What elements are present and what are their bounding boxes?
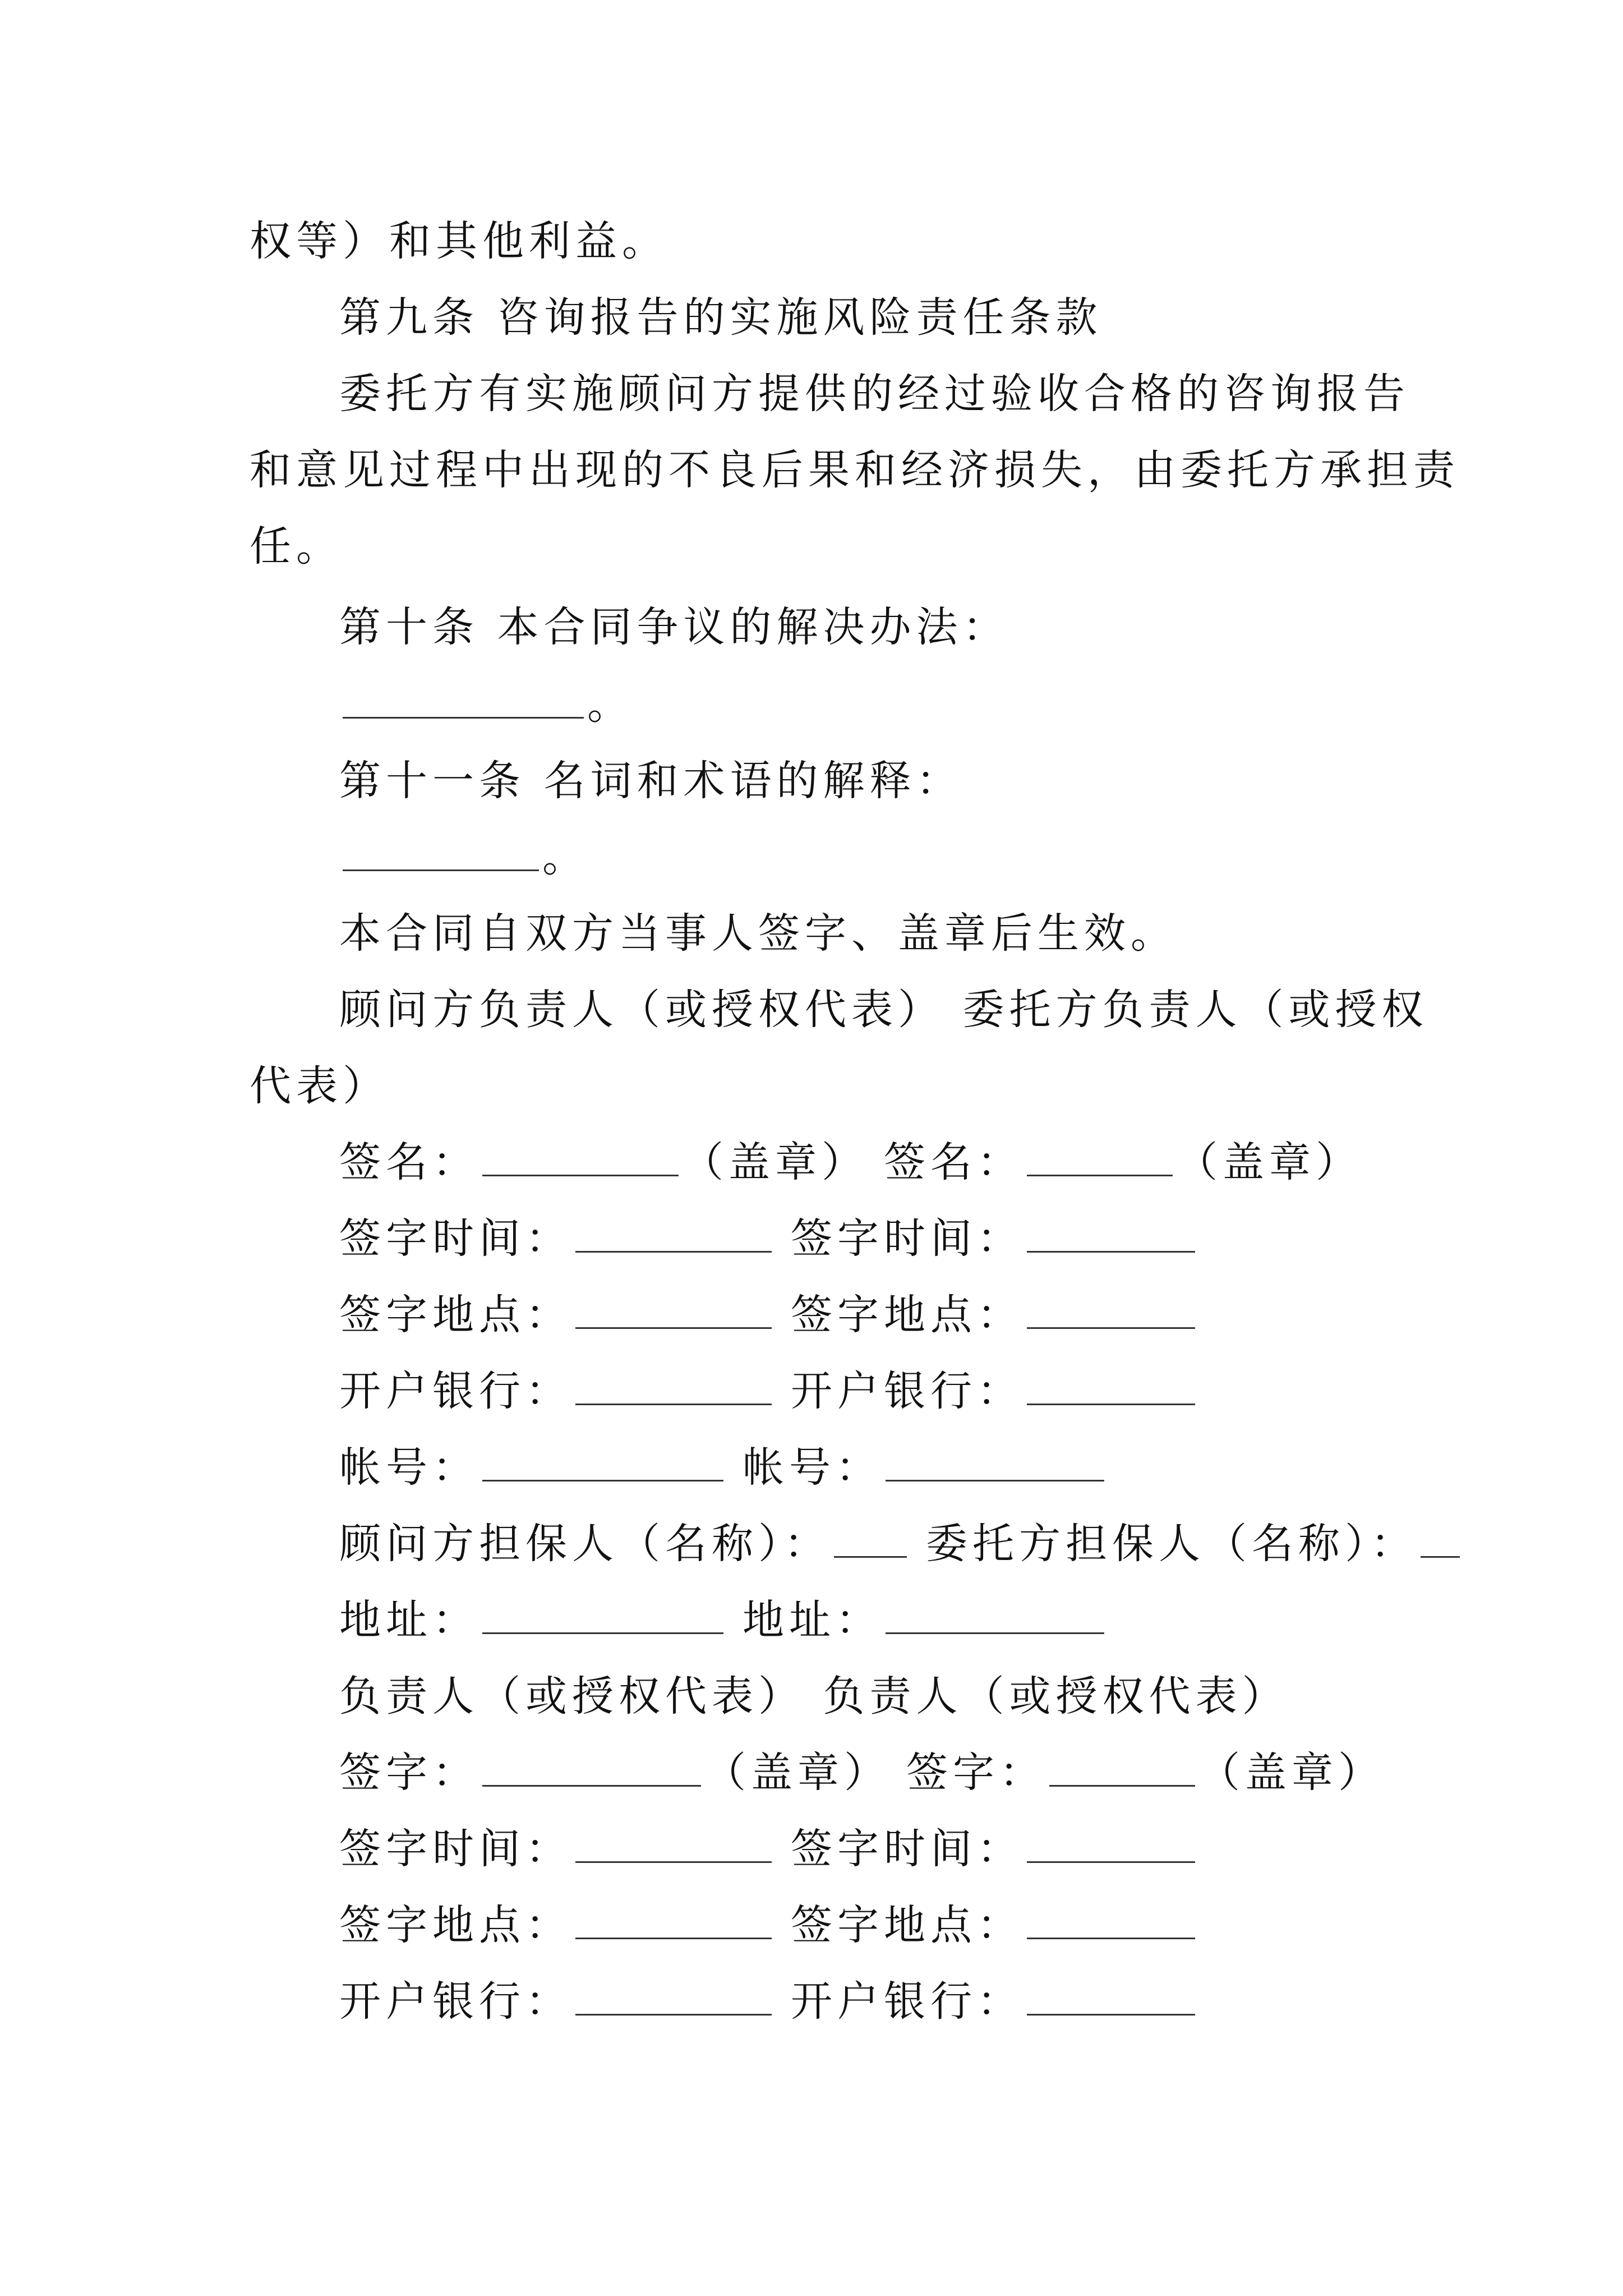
field-label: 开户银行： [791,1367,1023,1415]
sign-time-field[interactable] [575,1212,772,1253]
field-label: 开户银行： [791,1977,1023,2026]
field-label: 地址： [743,1596,882,1644]
sign-place-field[interactable] [575,1898,772,1939]
article-10-heading: 第十条 本合同争议的解决办法： [339,603,1009,651]
field-label: 签字时间： [791,1214,1023,1263]
field-label: 委托方担保人（名称）： [926,1520,1417,1568]
account-field[interactable] [482,1441,723,1481]
guarantor-row [339,1516,1463,1572]
signature-row [339,1134,1362,1190]
address-field[interactable] [886,1593,1104,1634]
signature-field[interactable] [1049,1746,1195,1787]
field-label: 签字： [906,1749,1046,1797]
field-label: 帐号： [339,1443,479,1492]
guarantor-bank-row [339,1973,1198,2030]
sign-time-field[interactable] [1027,1212,1195,1253]
fill-blank[interactable] [343,678,584,719]
address-row [339,1592,1108,1648]
seal-label: （盖章） [1176,1138,1362,1186]
article-9-heading: 第九条 咨询报告的实施风险责任条款 [339,293,1103,342]
seal-label: （盖章） [682,1138,868,1186]
field-label: 签名： [339,1138,479,1186]
field-label: 签字时间： [339,1214,572,1263]
field-label: 签字地点： [791,1901,1023,1949]
line-end-mark: 。 [542,833,589,881]
field-label: 签字： [339,1749,479,1797]
signatory-heading-cont: 代表） [250,1062,389,1110]
seal-label: （盖章） [704,1749,891,1797]
field-label: 地址： [339,1596,479,1644]
account-field[interactable] [886,1441,1104,1481]
field-label: 签字时间： [791,1825,1023,1873]
sign-time-field[interactable] [1027,1822,1195,1863]
sign-place-field[interactable] [1027,1288,1195,1329]
terms-explanation-line [339,829,589,885]
dispute-resolution-line [339,677,634,733]
guarantor-field[interactable] [1421,1517,1460,1558]
field-label: 开户银行： [339,1367,572,1415]
field-label: 帐号： [743,1443,882,1492]
paragraph-line: 委托方有实施顾问方提供的经过验收合格的咨询报告 [339,370,1410,418]
sign-time-field[interactable] [575,1822,772,1863]
guarantor-signature-row [339,1745,1385,1801]
field-label: 开户银行： [339,1977,572,2026]
sign-time-row [339,1211,1198,1267]
account-row [339,1439,1108,1496]
field-label: 签字地点： [339,1291,572,1339]
guarantor-representative-heading: 负责人（或授权代表） 负责人（或授权代表） [339,1672,1289,1720]
bank-field[interactable] [575,1975,772,2016]
paragraph-line: 权等）和其他利益。 [250,217,668,265]
field-label: 签名： [884,1138,1023,1186]
bank-field[interactable] [575,1364,772,1405]
paragraph-line: 和意见过程中出现的不良后果和经济损失，由委托方承担责 [250,446,1460,494]
sign-place-field[interactable] [1027,1898,1195,1939]
bank-field[interactable] [1027,1975,1195,2016]
signature-field[interactable] [482,1135,679,1176]
paragraph-line: 任。 [250,522,343,570]
bank-field[interactable] [1027,1364,1195,1405]
field-label: 签字地点： [791,1291,1023,1339]
seal-label: （盖章） [1198,1749,1385,1797]
signature-field[interactable] [482,1746,701,1787]
effective-clause: 本合同自双方当事人签字、盖章后生效。 [339,909,1177,958]
guarantor-sign-place-row [339,1897,1198,1953]
guarantor-sign-time-row [339,1821,1198,1877]
fill-blank[interactable] [343,830,539,871]
field-label: 签字时间： [339,1825,572,1873]
signature-field[interactable] [1027,1135,1173,1176]
sign-place-field[interactable] [575,1288,772,1329]
bank-row [339,1363,1198,1419]
signatory-heading: 顾问方负责人（或授权代表） 委托方负责人（或授权 [339,986,1428,1034]
line-end-mark: 。 [587,680,634,729]
article-11-heading: 第十一条 名词和术语的解释： [339,757,963,805]
field-label: 签字地点： [339,1901,572,1949]
address-field[interactable] [482,1593,723,1634]
field-label: 顾问方担保人（名称）： [339,1520,831,1568]
sign-place-row [339,1287,1198,1343]
guarantor-field[interactable] [834,1517,907,1558]
